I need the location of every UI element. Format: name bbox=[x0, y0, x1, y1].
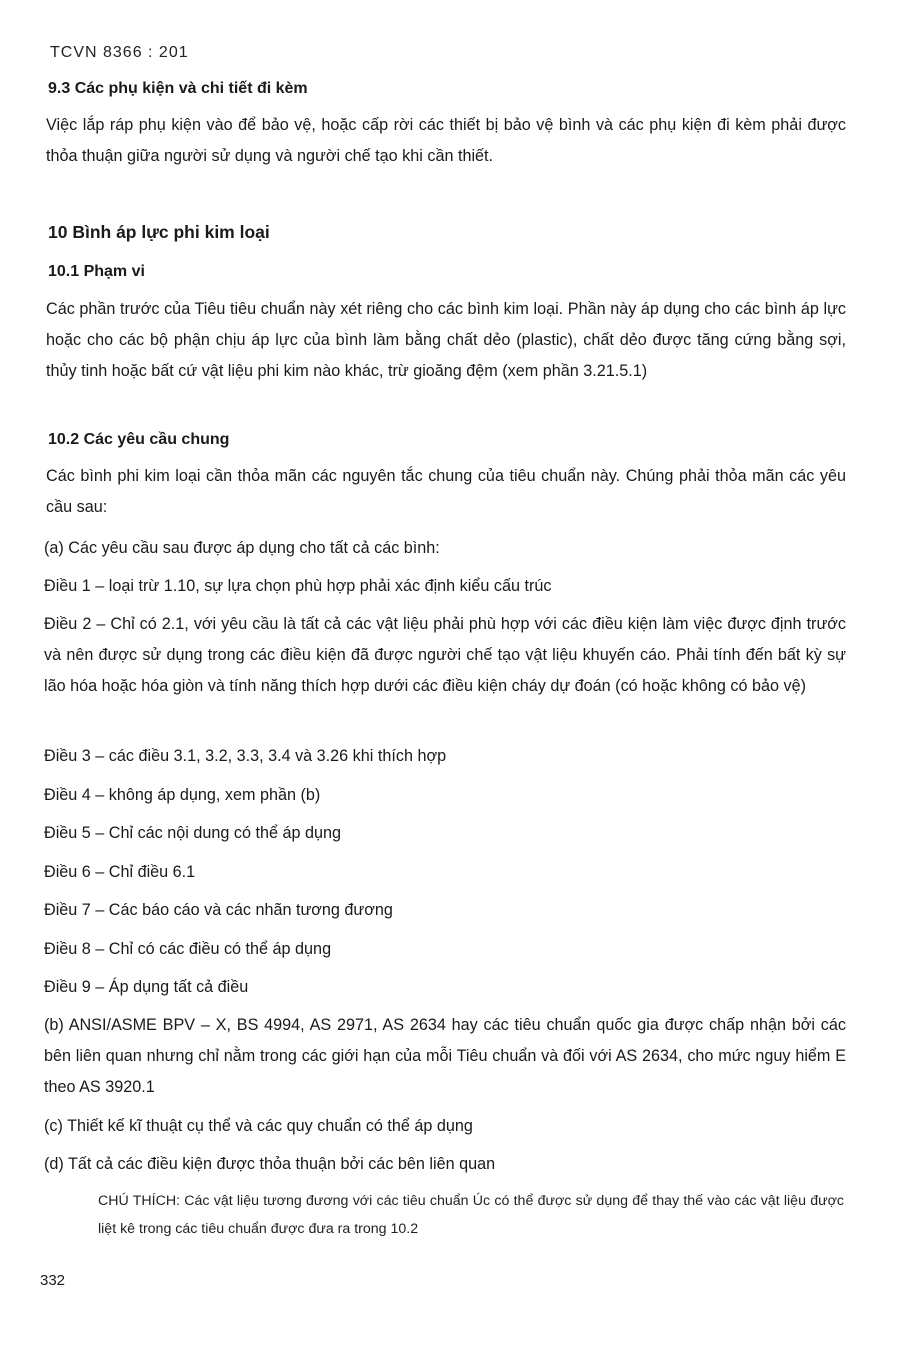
clause-8: Điều 8 – Chỉ có các điều có thể áp dụng bbox=[44, 940, 332, 958]
clause-3: Điều 3 – các điều 3.1, 3.2, 3.3, 3.4 và 3.26 khi thích hợp bbox=[44, 747, 447, 765]
clause-5: Điều 5 – Chỉ các nội dung có thể áp dụng bbox=[44, 824, 341, 842]
clause-2: Điều 2 – Chỉ có 2.1, với yêu cầu là tất cả các vật liệu phải phù hợp với các điều kiện làm việc được định trước và nên được sử dụng trong các điều kiện đã được người chế tạo vật liệu khuyến cáo. Phải tính đến bất kỳ sự lão hóa hoặc hóa giòn và tính năng thích hợp dưới các điều kiện cháy dự đoán (có hoặc không có bảo vệ) bbox=[44, 615, 846, 695]
clause-9: Điều 9 – Áp dụng tất cả điều bbox=[44, 978, 249, 996]
section-9-3-paragraph: Việc lắp ráp phụ kiện vào để bảo vệ, hoặc cấp rời các thiết bị bảo vệ bình và các phụ kiện đi kèm phải được thỏa thuận giữa người sử dụng và người chế tạo khi cần thiết. bbox=[46, 116, 846, 165]
section-10-1-heading: 10.1 Phạm vi bbox=[48, 263, 145, 280]
section-10-1-paragraph: Các phần trước của Tiêu tiêu chuẩn này xét riêng cho các bình kim loại. Phần này áp dụng cho các bình áp lực hoặc cho các bộ phận chịu áp lực của bình làm bằng chất dẻo (plastic), chất dẻo được tăng cứng bằng sợi, thủy tinh hoặc bất cứ vật liệu phi kim nào khác, trừ gioăng đệm (xem phần 3.21.5.1) bbox=[46, 300, 846, 380]
standard-code-header: TCVN 8366 : 201 bbox=[50, 44, 189, 61]
section-10-heading: 10 Bình áp lực phi kim loại bbox=[48, 222, 270, 242]
item-b: (b) ANSI/ASME BPV – X, BS 4994, AS 2971, AS 2634 hay các tiêu chuẩn quốc gia được chấp nhận bởi các bên liên quan nhưng chỉ nằm trong các giới hạn của mỗi Tiêu chuẩn và đối với AS 2634, cho mức nguy hiểm E theo AS 3920.1 bbox=[44, 1016, 846, 1096]
clause-6: Điều 6 – Chỉ điều 6.1 bbox=[44, 863, 196, 881]
clause-7: Điều 7 – Các báo cáo và các nhãn tương đương bbox=[44, 901, 393, 919]
clause-1: Điều 1 – loại trừ 1.10, sự lựa chọn phù hợp phải xác định kiểu cấu trúc bbox=[44, 577, 552, 595]
item-a: (a) Các yêu cầu sau được áp dụng cho tất cả các bình: bbox=[44, 539, 440, 557]
section-10-2-heading: 10.2 Các yêu cầu chung bbox=[48, 431, 230, 448]
section-9-3-heading: 9.3 Các phụ kiện và chi tiết đi kèm bbox=[48, 80, 308, 97]
item-c: (c) Thiết kế kĩ thuật cụ thể và các quy chuẩn có thể áp dụng bbox=[44, 1117, 473, 1135]
section-10-2-intro: Các bình phi kim loại cần thỏa mãn các nguyên tắc chung của tiêu chuẩn này. Chúng phải thỏa mãn các yêu cầu sau: bbox=[46, 467, 846, 516]
item-d: (d) Tất cả các điều kiện được thỏa thuận bởi các bên liên quan bbox=[44, 1155, 496, 1173]
note: CHÚ THÍCH: Các vật liệu tương đương với các tiêu chuẩn Úc có thể được sử dụng để thay thế vào các vật liệu được liệt kê trong các tiêu chuẩn được đưa ra trong 10.2 bbox=[98, 1193, 844, 1237]
page-number: 332 bbox=[40, 1272, 66, 1289]
clause-4: Điều 4 – không áp dụng, xem phần (b) bbox=[44, 786, 321, 804]
